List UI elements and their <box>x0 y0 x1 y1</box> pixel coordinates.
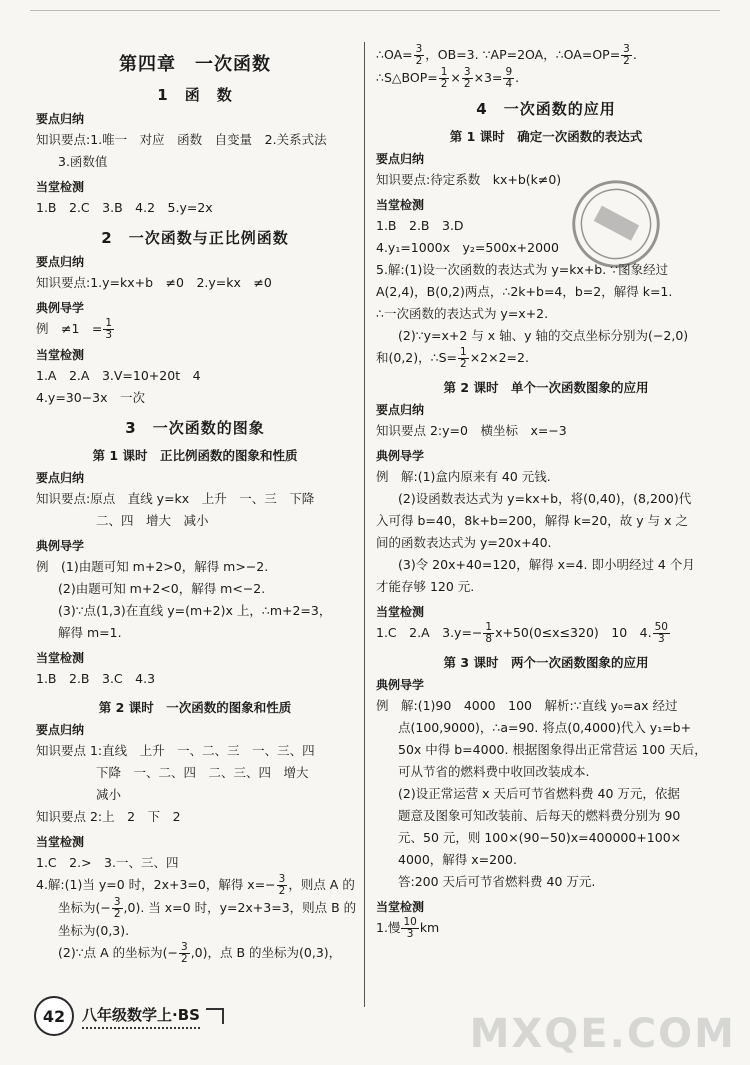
text-line: 4.y=30−3x 一次 <box>36 390 146 405</box>
denominator: 2 <box>463 78 471 90</box>
text-line: 1.B 2.B 3.C 4.3 <box>36 671 156 686</box>
text-line: 5.解:(1)设一次函数的表达式为 y=kx+b. ∵图象经过 <box>376 262 669 277</box>
text-span: 1.慢 <box>376 920 401 935</box>
fraction <box>277 874 288 897</box>
fraction <box>179 942 190 965</box>
denominator: 3 <box>406 928 414 940</box>
lesson-title: 第 2 课时 单个一次函数图象的应用 <box>443 380 649 395</box>
heading: 当堂检测 <box>376 198 425 212</box>
heading: 要点归纳 <box>36 723 85 737</box>
text-line: (2)设函数表达式为 y=kx+b，将(0,40)，(8,200)代 <box>398 491 692 506</box>
numerator: 50 <box>654 621 668 633</box>
heading: 当堂检测 <box>36 651 85 665</box>
text-line: (2)设正常运营 x 天后可节省燃料费 40 万元，依据 <box>398 786 680 801</box>
text-line: 间的函数表达式为 y=20x+40. <box>376 535 552 550</box>
numerator: 3 <box>113 896 121 908</box>
denominator: 2 <box>181 953 188 965</box>
text-line: 知识要点:待定系数 kx+b(k≠0) <box>376 172 562 187</box>
text-span: 和(0,2)，∴S= <box>376 350 457 365</box>
top-rule <box>30 10 720 11</box>
section-title-3: 3 一次函数的图象 <box>125 419 265 437</box>
text-line: 才能存够 120 元. <box>376 579 475 594</box>
text-line: 1.C 2.> 3.一、三、四 <box>36 855 179 870</box>
numerator: 1 <box>105 317 113 329</box>
fraction <box>401 917 418 940</box>
text-line: 50x 中得 b=4000. 根据图象得出正常营运 100 天后， <box>398 742 707 757</box>
heading: 典例导学 <box>376 449 425 463</box>
left-column <box>36 44 357 965</box>
heading: 当堂检测 <box>36 348 85 362</box>
book-title: 八年级数学上·BS <box>82 1004 200 1029</box>
text-line <box>376 917 716 940</box>
text-line <box>376 347 716 370</box>
text-line: 可从节省的燃料费中收回改装成本. <box>398 764 590 779</box>
lesson-title: 第 1 课时 确定一次函数的表达式 <box>449 129 643 144</box>
denominator: 2 <box>278 885 286 897</box>
heading: 要点归纳 <box>36 112 85 126</box>
fraction <box>483 622 494 645</box>
heading: 要点归纳 <box>36 255 85 269</box>
heading: 当堂检测 <box>36 180 85 194</box>
text-span: x+50(0≤x≤320) 10 4. <box>495 625 652 640</box>
lesson-title: 第 1 课时 正比例函数的图象和性质 <box>92 448 298 463</box>
text-line: 例 解:(1)90 4000 100 解析:∵直线 y₀=ax 经过 <box>376 698 678 713</box>
text-line <box>36 874 354 897</box>
heading: 当堂检测 <box>36 835 85 849</box>
column-divider <box>364 42 365 1007</box>
text-span: ,0)，点 B 的坐标为(0,3)， <box>190 945 342 960</box>
text-span: . <box>632 47 637 62</box>
text-span: ×3= <box>473 70 503 85</box>
denominator: 2 <box>113 908 121 920</box>
denominator: 4 <box>505 78 513 90</box>
text-line: (2)由题可知 m+2<0，解得 m<−2. <box>58 581 266 596</box>
section-title-4: 4 一次函数的应用 <box>476 100 616 118</box>
heading: 当堂检测 <box>376 605 425 619</box>
lesson-title: 第 2 课时 一次函数的图象和性质 <box>98 700 292 715</box>
fraction <box>112 897 123 920</box>
fraction <box>103 318 114 341</box>
denominator: 8 <box>485 633 493 645</box>
denominator: 2 <box>440 78 448 90</box>
heading: 当堂检测 <box>376 900 425 914</box>
text-line: 知识要点 2:y=0 横坐标 x=−3 <box>376 423 567 438</box>
text-line: 4000，解得 x=200. <box>398 852 517 867</box>
text-line: A(2,4)，B(0,2)两点，∴2k+b=4，b=2，解得 k=1. <box>376 284 673 299</box>
right-column <box>376 44 716 940</box>
text-line: 4.y₁=1000x y₂=500x+2000 <box>376 240 559 255</box>
numerator: 3 <box>278 873 286 885</box>
text-line <box>36 942 354 965</box>
text-line: 二、四 增大 减小 <box>96 513 209 528</box>
numerator: 1 <box>440 66 448 78</box>
denominator: 3 <box>657 633 665 645</box>
text-line: 知识要点 1:直线 上升 一、二、三 一、三、四 <box>36 743 315 758</box>
text-line: (3)∵点(1,3)在直线 y=(m+2)x 上，∴m+2=3， <box>58 603 332 618</box>
fraction <box>414 44 425 67</box>
fraction <box>653 622 670 645</box>
corner-decoration <box>206 1008 224 1024</box>
text-line: 1.B 2.B 3.D <box>376 218 464 233</box>
text-span: ，OB=3. ∵AP=2OA，∴OA=OP= <box>425 47 621 62</box>
text-line: 1.A 2.A 3.V=10+20t 4 <box>36 368 201 383</box>
text-span: ∴OA= <box>376 47 413 62</box>
text-line: (3)令 20x+40=120，解得 x=4. 即小明经过 4 个月 <box>398 557 695 572</box>
heading: 典例导学 <box>36 539 85 553</box>
fraction <box>458 347 469 370</box>
text-line: 入可得 b=40，8k+b=200，解得 k=20，故 y 与 x 之 <box>376 513 689 528</box>
page-number: 42 <box>34 996 74 1036</box>
text-line: 答:200 天后可节省燃料费 40 万元. <box>398 874 596 889</box>
text-span: ,0). 当 x=0 时，y=2x+3=3，则点 B 的 <box>123 900 357 915</box>
text-span: ，则点 A 的 <box>288 877 355 892</box>
text-span: km <box>419 920 440 935</box>
fraction <box>503 67 514 90</box>
text-span: 坐标为(− <box>58 900 111 915</box>
numerator: 3 <box>415 43 423 55</box>
fraction <box>462 67 473 90</box>
text-span: . <box>515 70 520 85</box>
text-line: 元、50 元，则 100×(90−50)x=400000+100× <box>398 830 682 845</box>
heading: 典例导学 <box>36 301 85 315</box>
numerator: 1 <box>460 346 467 358</box>
heading: 要点归纳 <box>36 471 85 485</box>
text-span: ×2×2=2. <box>469 350 529 365</box>
text-line: 例 解:(1)盒内原来有 40 元钱. <box>376 469 551 484</box>
denominator: 2 <box>460 358 467 370</box>
text-line: 知识要点:原点 直线 y=kx 上升 一、三 下降 <box>36 491 315 506</box>
text-span: ∴S△BOP= <box>376 70 438 85</box>
text-line: 解得 m=1. <box>58 625 122 640</box>
chapter-title: 第四章 一次函数 <box>119 54 271 75</box>
text-line <box>36 896 357 920</box>
text-line: 知识要点:1.y=kx+b ≠0 2.y=kx ≠0 <box>36 275 272 290</box>
numerator: 3 <box>463 66 471 78</box>
numerator: 3 <box>623 43 630 55</box>
text-line: 题意及图象可知改装前、后每天的燃料费分别为 90 <box>398 808 681 823</box>
numerator: 10 <box>403 916 417 928</box>
fraction <box>621 44 632 67</box>
watermark: MXQE.COM <box>469 1011 736 1057</box>
denominator: 2 <box>415 55 423 67</box>
text-line: 知识要点:1.唯一 对应 函数 自变量 2.关系式法 <box>36 132 327 147</box>
heading: 典例导学 <box>376 678 425 692</box>
text-line <box>376 67 716 90</box>
text-line: 1.B 2.C 3.B 4.2 5.y=2x <box>36 200 213 215</box>
text-line: ∴一次函数的表达式为 y=x+2. <box>376 306 549 321</box>
text-span: × <box>450 70 461 85</box>
lesson-title: 第 3 课时 两个一次函数图象的应用 <box>443 655 649 670</box>
text-span: 例 ≠1 = <box>36 321 103 336</box>
text-line: 下降 一、二、四 二、三、四 增大 <box>96 765 309 780</box>
text-span: 1.C 2.A 3.y=− <box>376 625 483 640</box>
heading: 要点归纳 <box>376 403 425 417</box>
denominator: 3 <box>105 329 113 341</box>
numerator: 1 <box>485 621 493 633</box>
text-line: 点(100,9000)，∴a=90. 将点(0,4000)代入 y₁=b+ <box>398 720 692 735</box>
numerator: 9 <box>505 66 513 78</box>
page-footer <box>34 996 224 1036</box>
text-span: (2)∵点 A 的坐标为(− <box>58 945 179 960</box>
fraction <box>439 67 450 90</box>
text-span: 4.解:(1)当 y=0 时，2x+3=0，解得 x=− <box>36 877 276 892</box>
text-line: 减小 <box>96 787 122 802</box>
section-title-2: 2 一次函数与正比例函数 <box>101 229 289 247</box>
text-line: 坐标为(0,3). <box>58 923 130 938</box>
heading: 要点归纳 <box>376 152 425 166</box>
text-line <box>376 44 716 67</box>
numerator: 3 <box>181 941 188 953</box>
denominator: 2 <box>623 55 630 67</box>
text-line: 3.函数值 <box>58 154 108 169</box>
text-line: 例 (1)由题可知 m+2>0，解得 m>−2. <box>36 559 269 574</box>
text-line: (2)∵y=x+2 与 x 轴、y 轴的交点坐标分别为(−2,0) <box>398 328 689 343</box>
text-line <box>376 622 716 645</box>
text-line: 知识要点 2:上 2 下 2 <box>36 809 181 824</box>
section-title-1: 1 函 数 <box>157 86 233 104</box>
text-line <box>36 318 354 341</box>
